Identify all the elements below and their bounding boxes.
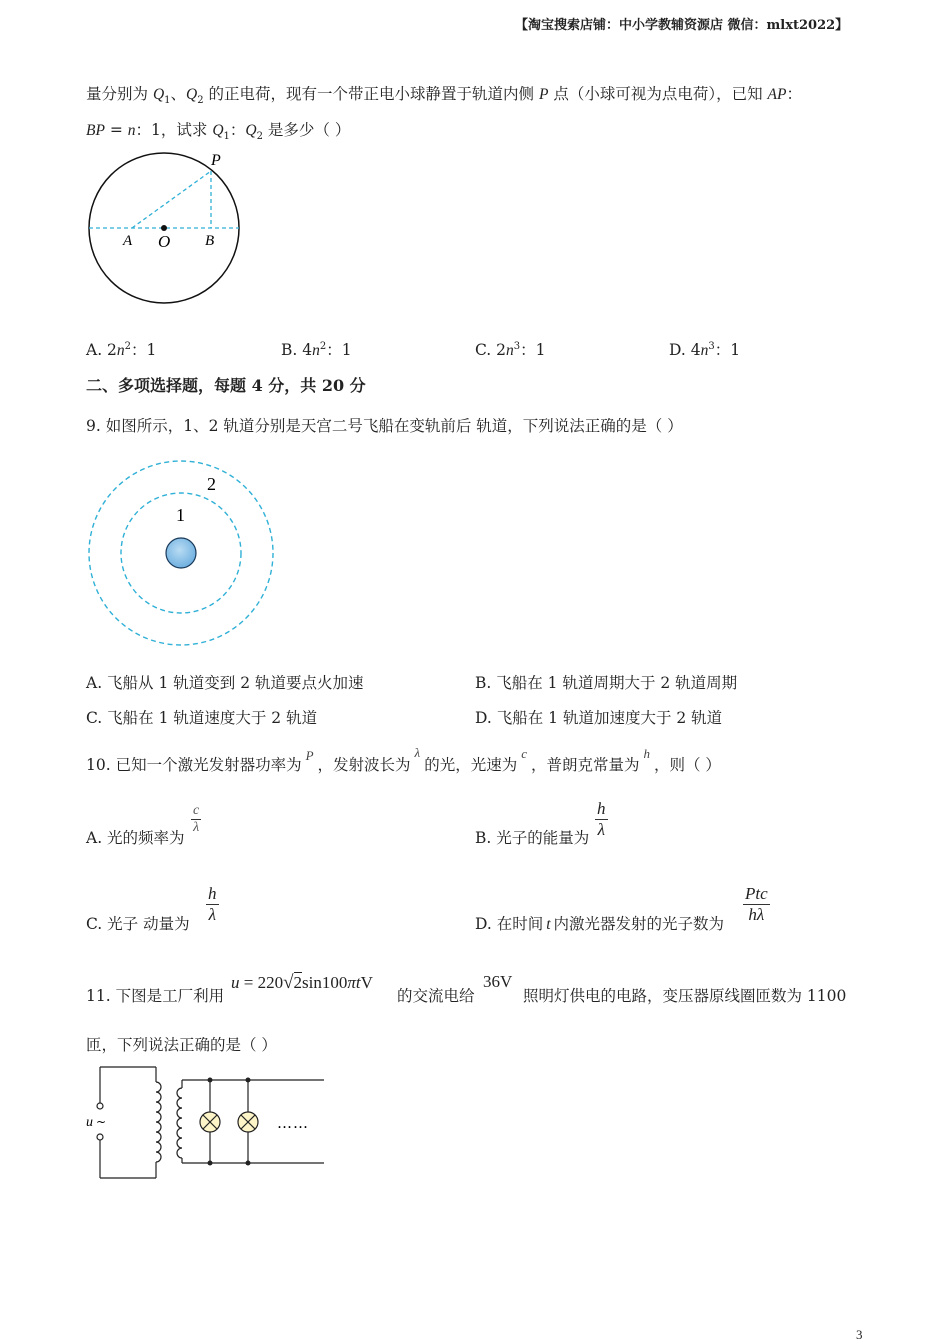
q11-terminal-bottom [97,1134,103,1140]
q8-label-a: A [123,233,133,249]
q11-formula: u = 220√2sin100πtV [231,972,373,993]
q10-option-b-fraction: h λ [597,799,606,839]
q10-option-c[interactable]: C. 光子 动量为 [86,915,190,933]
q8-option-d[interactable]: D. $4n^3$：1 [669,340,741,359]
q11-stem-line1: 11. 下图是工厂利用 [86,987,225,1005]
q10-option-b[interactable]: B. 光子的能量为 [475,829,590,847]
q9-label-2: 2 [207,474,216,494]
q8-line2: BP = n：1，试求 $Q_1$：$Q_2$ 是多少（ ） [86,121,351,143]
q8-label-p: P [211,152,221,169]
q9-label-1: 1 [176,505,185,525]
q9-stem: 9. 如图所示，1、2 轨道分别是天宫二号飞船在变轨前后 轨道，下列说法正确的是（ ） [86,417,683,435]
q11-label-u: u [86,1115,93,1130]
q8-circle-figure [80,145,250,310]
q11-secondary-coil [177,1088,182,1158]
q8-option-c[interactable]: C. $2n^3$：1 [475,340,546,359]
q10-option-c-fraction: h λ [208,884,217,924]
header-shop-text: 【淘宝搜索店铺：中小学教辅资源店 微信：mlxt2022】 [515,18,849,33]
q11-stem-line2: 匝，下列说法正确的是（ ） [86,1036,277,1054]
q10-option-d-fraction: Ptc hλ [745,884,768,924]
q11-stem-mid: 的交流电给 [397,987,475,1005]
q8-ap-line [132,171,211,228]
q9-planet [166,538,196,568]
q9-orbit-figure [85,455,280,650]
q10-option-a-fraction: c λ [193,803,200,835]
q8-center-dot [161,225,167,231]
q11-primary-coil [156,1082,161,1162]
q8-label-o: O [158,232,171,251]
q8-option-a[interactable]: A. $2n^2$：1 [86,340,157,359]
page-number: 3 [856,1327,863,1342]
q8-option-b[interactable]: B. $4n^2$：1 [281,340,352,359]
q9-option-b[interactable]: B. 飞船在 1 轨道周期大于 2 轨道周期 [475,674,738,692]
q11-stem-post: 照明灯供电的电路，变压器原线圈匝数为 1100 [523,987,847,1005]
q11-label-tilde: ~ [96,1115,107,1129]
q11-terminal-top [97,1103,103,1109]
q10-stem: 10. 已知一个激光发射器功率为$^P$，发射波长为$^\lambda$的光，光速为$^c$，普朗克常量为$^h$，则（ ） [86,745,721,774]
q10-option-a[interactable]: A. 光的频率为 [86,829,185,847]
q9-option-d[interactable]: D. 飞船在 1 轨道加速度大于 2 轨道 [475,709,723,727]
q10-option-d[interactable]: D. 在时间 t 内激光器发射的光子数为 [475,915,725,933]
q9-option-c[interactable]: C. 飞船在 1 轨道速度大于 2 轨道 [86,709,318,727]
q8-line1: 量分别为 $Q_1$、$Q_2$ 的正电荷，现有一个带正电小球静置于轨道内侧 P 点（小球可视为点电荷），已知 AP： [86,85,802,107]
section-2-title: 二、多项选择题，每题 4 分，共 20 分 [86,376,366,395]
q11-circuit-figure [82,1062,332,1187]
q11-ellipsis: …… [277,1114,309,1132]
q8-label-b: B [205,233,215,249]
q9-option-a[interactable]: A. 飞船从 1 轨道变到 2 轨道要点火加速 [86,674,364,692]
q11-36v: 36V [483,972,513,991]
